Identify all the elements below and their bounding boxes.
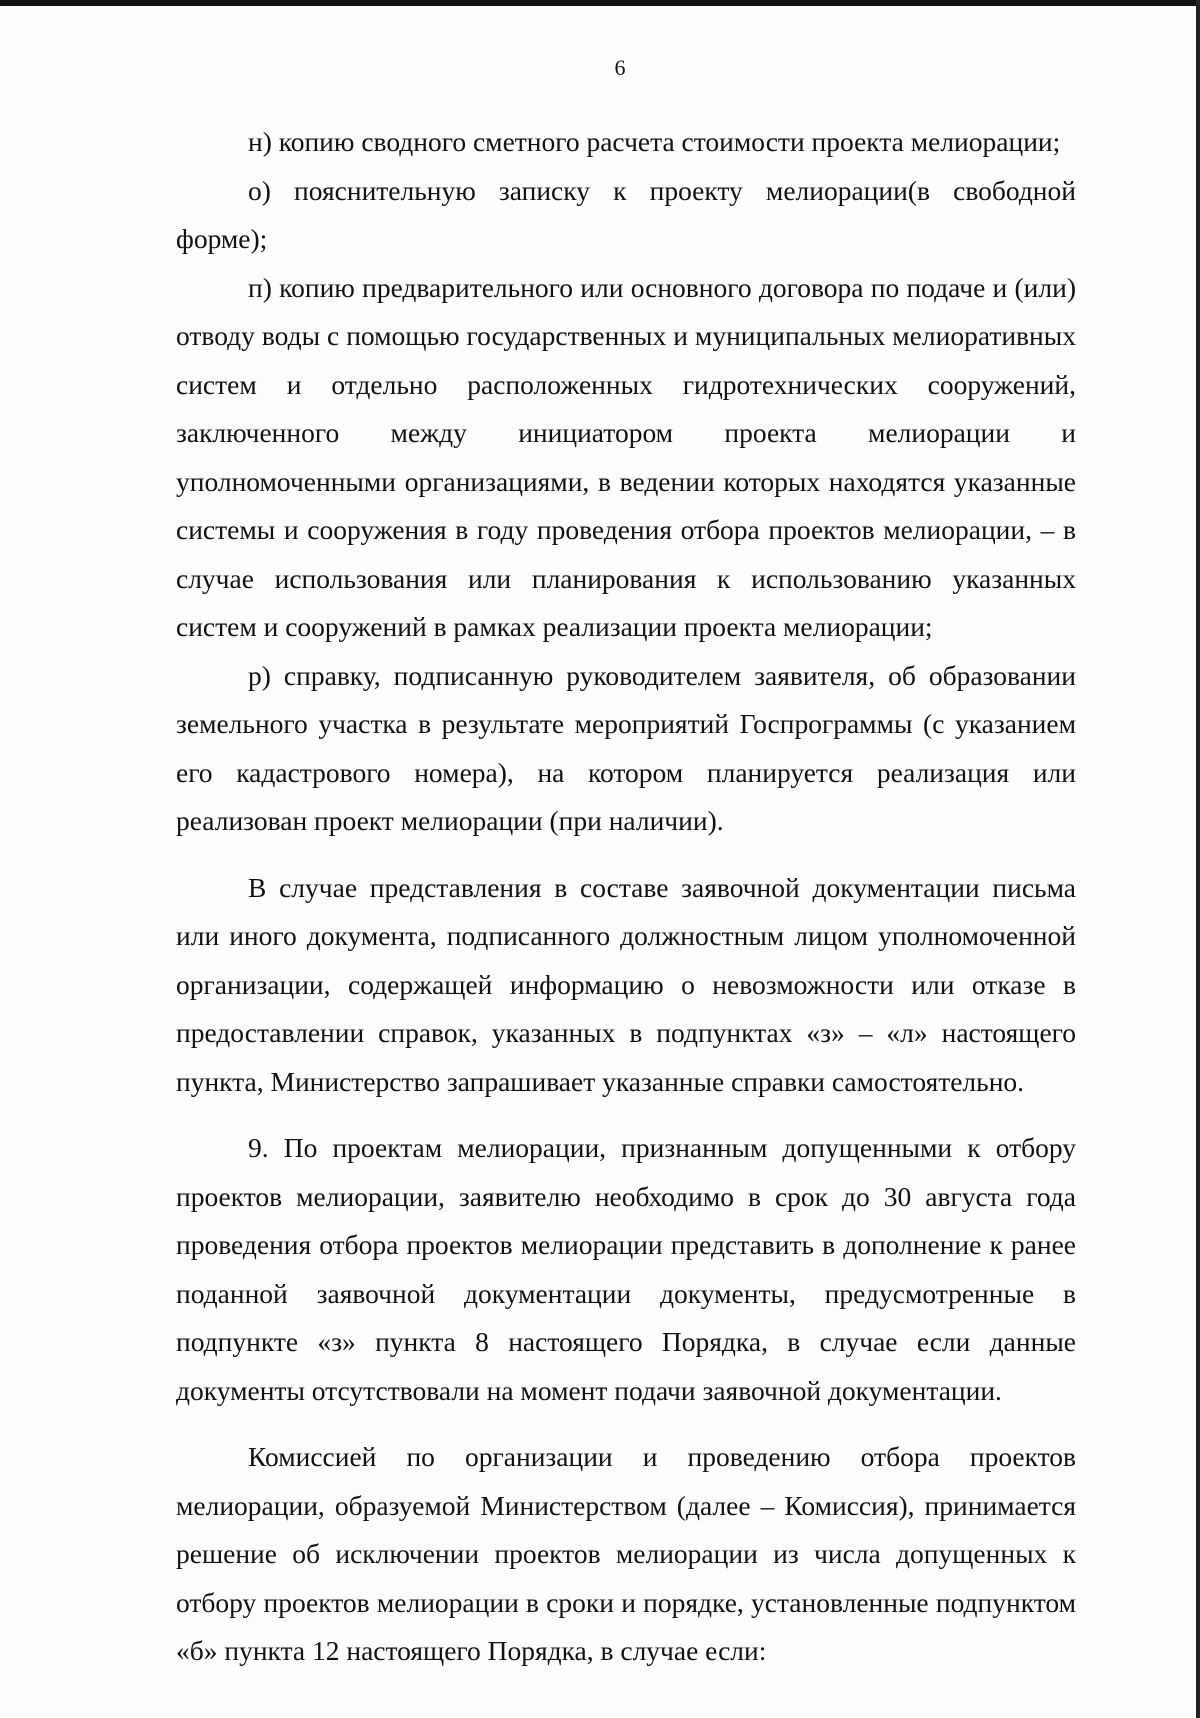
page-number: 6 [614,55,626,80]
paragraph-9: 9. По проектам мелиорации, признанным допущенными к отбору проектов мелиорации, заявителю необходимо в срок до 30 августа года проведения отбора проектов мелиорации представить в дополнение к ранее поданной заявочной документации документы, предусмотренные в подпункте «з» пункта 8 настоящего Порядка, в случае если данные документы отсутствовали на момент подачи заявочной документации. [176,1132,1076,1406]
paragraph-p: п) копию предварительного или основного договора по подаче и (или) отводу воды с помощью государственных и муниципальных мелиоративных систем и отдельно расположенных гидротехнических сооружений, заключенного между инициатором проекта мелиорации и уполномоченными организациями, в ведении которых находятся указанные системы и сооружения в году проведения отбора проектов мелиорации, – в случае использования или планирования к использованию указанных систем и сооружений в рамках реализации проекта мелиорации; [176,271,1076,642]
paragraph-n: н) копию сводного сметного расчета стоимости проекта мелиорации; [248,126,1061,157]
scan-edge-right [1196,0,1200,1718]
scan-edge-top [0,0,1200,6]
document-body [176,118,1076,1676]
paragraph-case-documents: В случае представления в составе заявочной документации письма или иного документа, подписанного должностным лицом уполномоченной организации, содержащей информацию о невозможности или отказе в предоставлении справок, указанных в подпунктах «з» – «л» настоящего пункта, Министерство запрашивает указанные справки самостоятельно. [176,871,1076,1097]
paragraph-o: о) пояснительную записку к проекту мелиорации(в свободной форме); [176,174,1076,254]
paragraph-commission: Комиссией по организации и проведению отбора проектов мелиорации, образуемой Министерством (далее – Комиссия), принимается решение об исключении проектов мелиорации из числа допущенных к отбору проектов мелиорации в сроки и порядке, установленные подпунктом «б» пункта 12 настоящего Порядка, в случае если: [176,1441,1076,1666]
paragraph-r: р) справку, подписанную руководителем заявителя, об образовании земельного участка в результате мероприятий Госпрограммы (с указанием его кадастрового номера), на котором планируется реализация или реализован проект мелиорации (при наличии). [176,659,1076,836]
